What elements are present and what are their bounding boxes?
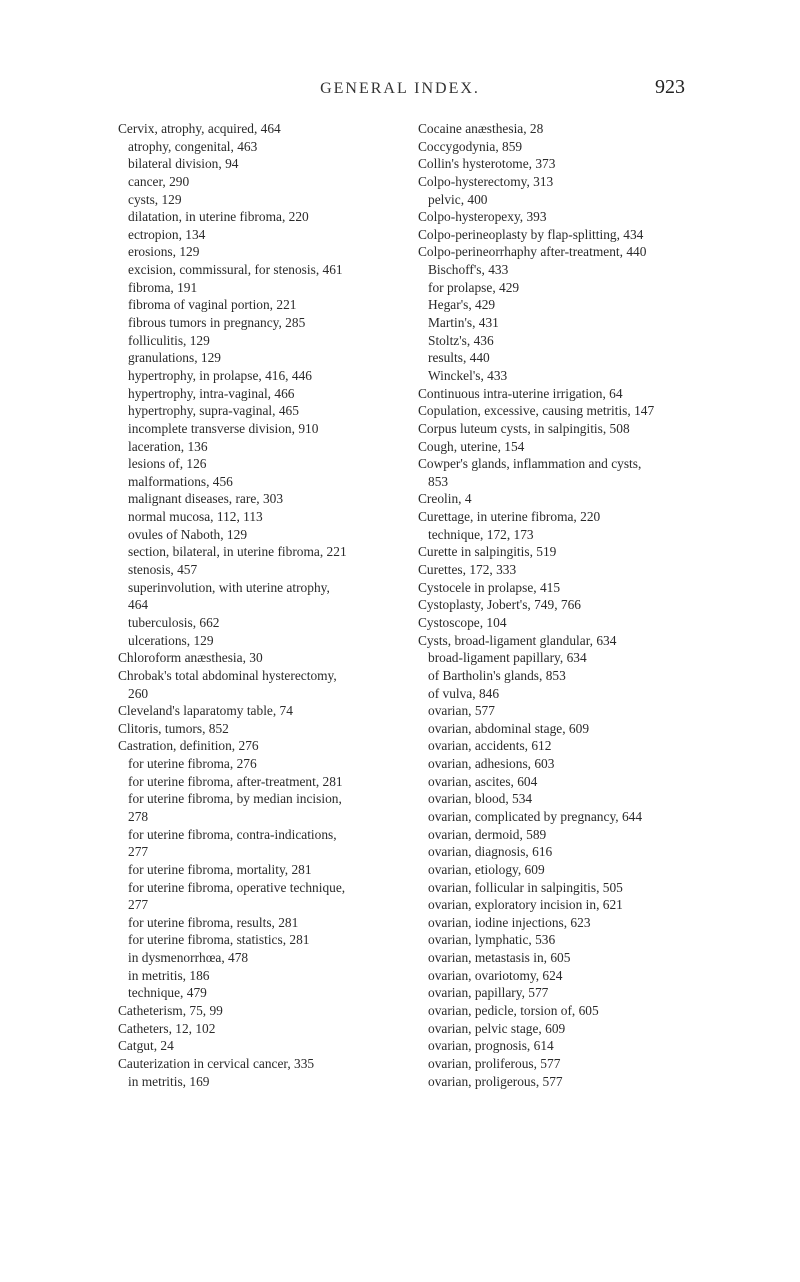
index-subentry: ovarian, ascites, 604 <box>428 773 538 789</box>
index-subentry: 277 <box>128 897 149 913</box>
index-subentry: technique, 172, 173 <box>428 526 534 542</box>
index-subentry: for prolapse, 429 <box>428 279 520 295</box>
index-subentry: 277 <box>128 844 149 860</box>
index-entry: Coccygodynia, 859 <box>418 138 523 154</box>
index-subentry: ovarian, diagnosis, 616 <box>428 844 553 860</box>
index-subentry: Winckel's, 433 <box>428 367 508 383</box>
left-index-column <box>118 120 408 1090</box>
index-subentry: results, 440 <box>428 350 490 366</box>
index-subentry: hypertrophy, in prolapse, 416, 446 <box>128 367 312 383</box>
index-entry: Corpus luteum cysts, in salpingitis, 508 <box>418 420 630 436</box>
index-subentry: stenosis, 457 <box>128 562 198 578</box>
index-subentry: ovarian, dermoid, 589 <box>428 826 547 842</box>
index-entry: Cystocele in prolapse, 415 <box>418 579 561 595</box>
index-entry: Curettes, 172, 333 <box>418 562 517 578</box>
index-subentry: cancer, 290 <box>128 173 190 189</box>
index-subentry: ectropion, 134 <box>128 226 206 242</box>
index-entry: Castration, definition, 276 <box>118 738 259 754</box>
index-subentry: ovarian, prognosis, 614 <box>428 1038 554 1054</box>
index-entry: Cocaine anæsthesia, 28 <box>418 121 544 136</box>
page-number: 923 <box>655 76 685 98</box>
index-subentry: cysts, 129 <box>128 191 182 207</box>
index-subentry: ovarian, proliferous, 577 <box>428 1055 561 1071</box>
index-subentry: ovarian, exploratory incision in, 621 <box>428 897 623 913</box>
index-entry: Catgut, 24 <box>118 1038 174 1054</box>
index-subentry: ovarian, pedicle, torsion of, 605 <box>428 1003 599 1019</box>
index-subentry: for uterine fibroma, 276 <box>128 756 257 772</box>
page-title: GENERAL INDEX. <box>320 80 480 97</box>
index-entry: Collin's hysterotome, 373 <box>418 156 556 172</box>
index-entry: Curettage, in uterine fibroma, 220 <box>418 509 601 525</box>
index-subentry: incomplete transverse division, 910 <box>128 420 319 436</box>
index-subentry: 278 <box>128 808 149 824</box>
index-subentry: for uterine fibroma, contra-indications, <box>128 826 337 842</box>
index-subentry: tuberculosis, 662 <box>128 614 220 630</box>
index-subentry: 260 <box>128 685 149 701</box>
index-subentry: ovarian, blood, 534 <box>428 791 533 807</box>
index-subentry: ovarian, proligerous, 577 <box>428 1073 563 1089</box>
index-entry: Cleveland's laparatomy table, 74 <box>118 703 293 719</box>
index-entry: Cervix, atrophy, acquired, 464 <box>118 121 281 136</box>
index-entry: Continuous intra-uterine irrigation, 64 <box>418 385 623 401</box>
index-subentry: granulations, 129 <box>128 350 221 366</box>
index-subentry: malformations, 456 <box>128 473 233 489</box>
index-subentry: folliculitis, 129 <box>128 332 210 348</box>
index-subentry: ovules of Naboth, 129 <box>128 526 248 542</box>
right-index-column <box>418 120 718 1090</box>
index-subentry: ovarian, complicated by pregnancy, 644 <box>428 808 643 824</box>
index-subentry: fibroma of vaginal portion, 221 <box>128 297 297 313</box>
index-subentry: Stoltz's, 436 <box>428 332 494 348</box>
index-subentry: malignant diseases, rare, 303 <box>128 491 284 507</box>
index-subentry: in metritis, 169 <box>128 1073 210 1089</box>
index-subentry: excision, commissural, for stenosis, 461 <box>128 262 343 278</box>
index-subentry: atrophy, congenital, 463 <box>128 138 258 154</box>
index-entry: Cauterization in cervical cancer, 335 <box>118 1055 315 1071</box>
index-entry: Colpo-perineorrhaphy after-treatment, 440 <box>418 244 647 260</box>
index-subentry: broad-ligament papillary, 634 <box>428 650 587 666</box>
index-entry: Cough, uterine, 154 <box>418 438 525 454</box>
index-subentry: ovarian, adhesions, 603 <box>428 756 555 772</box>
index-subentry: ovarian, metastasis in, 605 <box>428 950 571 966</box>
index-entry: Colpo-hysteropexy, 393 <box>418 209 547 225</box>
index-subentry: in dysmenorrhœa, 478 <box>128 950 249 966</box>
index-subentry: normal mucosa, 112, 113 <box>128 509 263 525</box>
index-subentry: ulcerations, 129 <box>128 632 214 648</box>
index-subentry: for uterine fibroma, mortality, 281 <box>128 861 312 877</box>
index-subentry: Bischoff's, 433 <box>428 262 509 278</box>
index-subentry: technique, 479 <box>128 985 207 1001</box>
index-entry: Clitoris, tumors, 852 <box>118 720 229 736</box>
index-subentry: ovarian, etiology, 609 <box>428 861 545 877</box>
index-subentry: ovarian, pelvic stage, 609 <box>428 1020 566 1036</box>
index-entry: Cystoscope, 104 <box>418 614 507 630</box>
index-entry: Copulation, excessive, causing metritis, 147 <box>418 403 655 419</box>
index-entry: Cysts, broad-ligament glandular, 634 <box>418 632 617 648</box>
index-subentry: superinvolution, with uterine atrophy, <box>128 579 330 595</box>
index-subentry: fibrous tumors in pregnancy, 285 <box>128 315 306 331</box>
index-subentry: 853 <box>428 473 449 489</box>
index-subentry: hypertrophy, supra-vaginal, 465 <box>128 403 299 419</box>
index-subentry: 464 <box>128 597 149 613</box>
index-subentry: bilateral division, 94 <box>128 156 239 172</box>
index-subentry: of Bartholin's glands, 853 <box>428 667 566 683</box>
index-subentry: fibroma, 191 <box>128 279 198 295</box>
index-entry: Creolin, 4 <box>418 491 472 507</box>
index-subentry: ovarian, abdominal stage, 609 <box>428 720 590 736</box>
index-subentry: Hegar's, 429 <box>428 297 496 313</box>
index-subentry: for uterine fibroma, statistics, 281 <box>128 932 310 948</box>
index-entry: Cowper's glands, inflammation and cysts, <box>418 456 642 472</box>
index-subentry: ovarian, iodine injections, 623 <box>428 914 591 930</box>
index-subentry: for uterine fibroma, operative technique, <box>128 879 346 895</box>
index-subentry: erosions, 129 <box>128 244 200 260</box>
index-subentry: lesions of, 126 <box>128 456 207 472</box>
index-subentry: laceration, 136 <box>128 438 208 454</box>
index-subentry: ovarian, ovariotomy, 624 <box>428 967 563 983</box>
index-subentry: Martin's, 431 <box>428 315 499 331</box>
index-subentry: ovarian, 577 <box>428 703 495 719</box>
index-entry: Chrobak's total abdominal hysterectomy, <box>118 667 337 683</box>
running-head <box>0 76 800 106</box>
index-entry: Cystoplasty, Jobert's, 749, 766 <box>418 597 581 613</box>
index-subentry: dilatation, in uterine fibroma, 220 <box>128 209 309 225</box>
index-subentry: in metritis, 186 <box>128 967 210 983</box>
index-entry: Catheterism, 75, 99 <box>118 1003 223 1019</box>
index-subentry: ovarian, follicular in salpingitis, 505 <box>428 879 623 895</box>
index-subentry: ovarian, papillary, 577 <box>428 985 549 1001</box>
index-entry: Chloroform anæsthesia, 30 <box>118 650 263 666</box>
index-entry: Colpo-hysterectomy, 313 <box>418 173 554 189</box>
index-subentry: for uterine fibroma, results, 281 <box>128 914 299 930</box>
index-subentry: for uterine fibroma, after-treatment, 281 <box>128 773 343 789</box>
index-subentry: ovarian, lymphatic, 536 <box>428 932 556 948</box>
index-subentry: of vulva, 846 <box>428 685 500 701</box>
index-entry: Colpo-perineoplasty by flap-splitting, 434 <box>418 226 644 242</box>
index-subentry: for uterine fibroma, by median incision, <box>128 791 342 807</box>
index-subentry: section, bilateral, in uterine fibroma, 221 <box>128 544 347 560</box>
index-subentry: ovarian, accidents, 612 <box>428 738 552 754</box>
index-subentry: pelvic, 400 <box>428 191 488 207</box>
index-subentry: hypertrophy, intra-vaginal, 466 <box>128 385 295 401</box>
index-entry: Catheters, 12, 102 <box>118 1020 216 1036</box>
index-entry: Curette in salpingitis, 519 <box>418 544 557 560</box>
